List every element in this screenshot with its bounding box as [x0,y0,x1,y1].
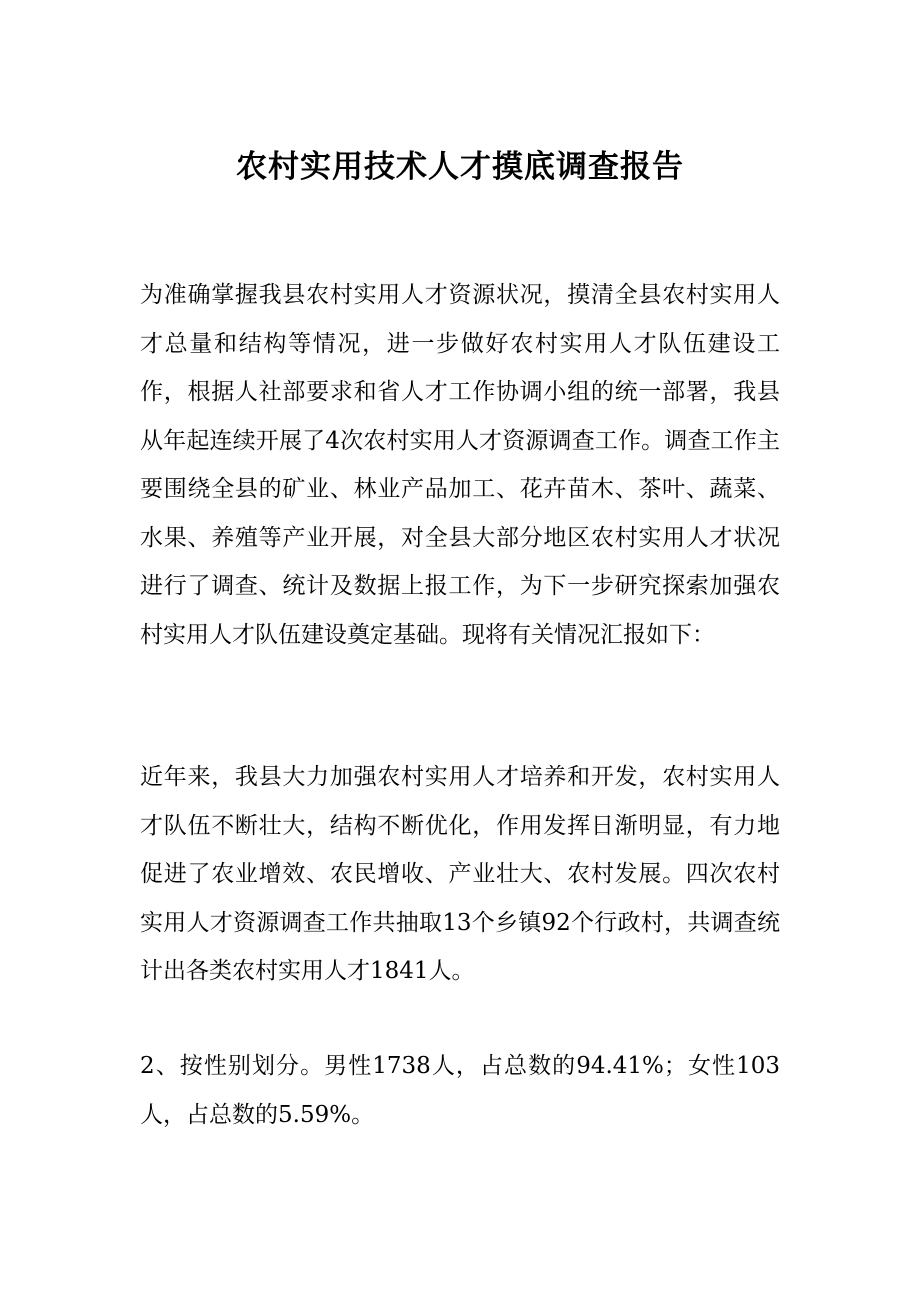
gender-breakdown-paragraph: 2、按性别划分。男性1738人，占总数的94.41%；女性103人，占总数的5.59%。 [140,1053,780,1128]
intro-paragraph: 为准确掌握我县农村实用人才资源状况，摸清全县农村实用人才总量和结构等情况，进一步做好农村实用人才队伍建设工作，根据人社部要求和省人才工作协调小组的统一部署，我县从年起连续开展了4次农村实用人才资源调查工作。调查工作主要围绕全县的矿业、林业产品加工、花卉苗木、茶叶、蔬菜、水果、养殖等产业开展，对全县大部分地区农村实用人才状况进行了调查、统计及数据上报工作，为下一步研究探索加强农村实用人才队伍建设奠定基础。现将有关情况汇报如下： [140,282,780,648]
overview-paragraph: 近年来，我县大力加强农村实用人才培养和开发，农村实用人才队伍不断壮大，结构不断优化，作用发挥日渐明显，有力地促进了农业增效、农民增收、产业壮大、农村发展。四次农村实用人才资源调查工作共抽取13个乡镇92个行政村，共调查统计出各类农村实用人才1841人。 [140,764,780,984]
document-title: 农村实用技术人才摸底调查报告 [236,149,684,185]
